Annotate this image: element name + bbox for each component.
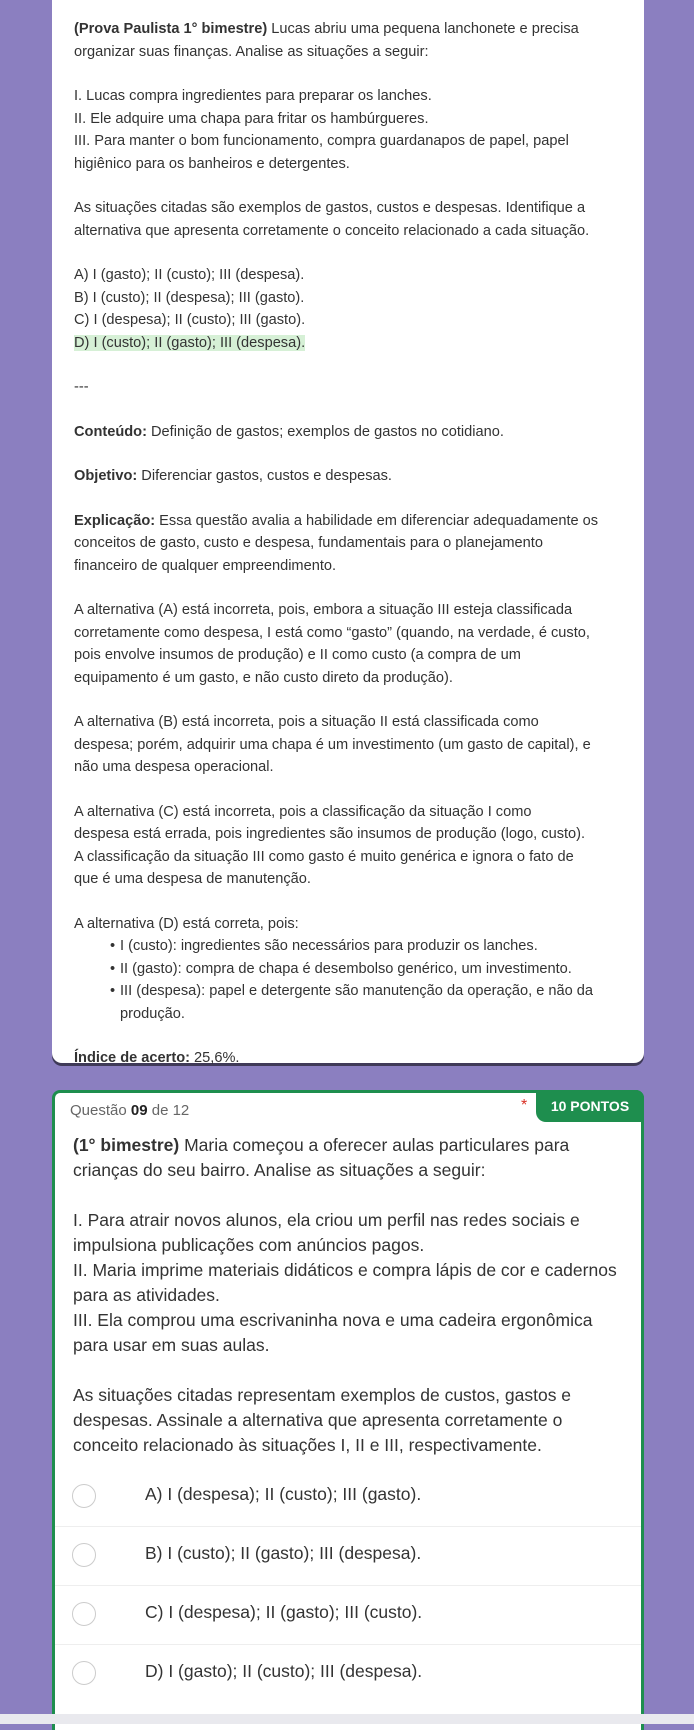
question-card [52, 1090, 644, 1730]
objetivo: Objetivo: Diferenciar gastos, custos e despesas. [74, 468, 392, 484]
prev-question-source: (Prova Paulista 1° bimestre) [74, 21, 268, 37]
explanation-alternative-c: A alternativa (C) está incorreta, pois a classificação da situação I como despesa está errada, pois ingredientes são insumos de produção (logo, custo). A classificação da situação III como gasto é muito genérica e ignora o fato de que é uma despesa de manutenção. [74, 803, 586, 887]
points-badge: 10 PONTOS [536, 1090, 644, 1122]
question-situations: I. Para atrair novos alunos, ela criou um perfil nas redes sociais e impulsiona publicações com anúncios pagos. II. Maria imprime materiais didáticos e compra lápis de cor e cadernos para as atividades. III. Ela comprou uma escrivaninha nova e uma cadeira ergonômica para usar em suas aulas. [73, 1210, 617, 1355]
explanation-alternative-a: A alternativa (A) está incorreta, pois, embora a situação III esteja classificada corretamente como despesa, I está como “gasto” (quando, na verdade, é custo, pois envolve insumos de produção) e II como custo (a compra de um equipamento é um gasto, e não custo direto da produção). [74, 602, 590, 686]
prev-situations: I. Lucas compra ingredientes para preparar os lanches. II. Ele adquire uma chapa para fritar os hambúrgueres. III. Para manter o bom funcionamento, compra guardanapos de papel, papel higiênico para os banheiros e detergentes. [74, 88, 569, 172]
question-header [55, 1093, 641, 1133]
radio-button[interactable] [72, 1602, 96, 1626]
conteudo: Conteúdo: Definição de gastos; exemplos de gastos no cotidiano. [74, 423, 504, 440]
prev-prompt: As situações citadas são exemplos de gastos, custos e despesas. Identifique a alternativa que apresenta corretamente o conceito relacionado a cada situação. [74, 200, 590, 239]
bottom-bar [0, 1714, 694, 1724]
indice-de-acerto: Índice de acerto: 25,6%. [74, 1050, 240, 1066]
answer-options [55, 1468, 641, 1703]
radio-button[interactable] [72, 1543, 96, 1567]
explanation-alternative-b: A alternativa (B) está incorreta, pois a situação II está classificada como despesa; porém, adquirir uma chapa é um investimento (um gasto de capital), e não uma despesa operacional. [74, 714, 591, 775]
prev-alternative-d-correct-highlight: D) I (custo); II (gasto); III (despesa). [74, 334, 306, 351]
option-d[interactable] [55, 1644, 641, 1703]
option-label[interactable]: D) I (gasto); II (custo); III (despesa). [145, 1661, 423, 1681]
list-item: • III (despesa): papel e detergente são manutenção da operação, e não da produção. [120, 980, 622, 1025]
list-item: • II (gasto): compra de chapa é desembolso genérico, um investimento. [120, 958, 622, 981]
prev-alternatives [74, 264, 622, 354]
option-a[interactable] [55, 1468, 641, 1526]
required-asterisk: * [521, 1097, 528, 1114]
option-label[interactable]: C) I (despesa); II (gasto); III (custo). [145, 1602, 423, 1622]
prev-alternative-c: C) I (despesa); II (custo); III (gasto). [74, 312, 306, 328]
option-c[interactable] [55, 1585, 641, 1644]
question-number: Questão 09 de 12 [70, 1102, 190, 1119]
explanation-alternative-d-list [120, 935, 622, 1025]
question-body [55, 1133, 641, 1458]
explicacao: Explicação: Essa questão avalia a habilidade em diferenciar adequadamente os conceitos de gasto, custo e despesa, fundamentais para o planejamento financeiro de qualquer empreendimento. [74, 512, 599, 574]
option-label[interactable]: B) I (custo); II (gasto); III (despesa). [145, 1543, 422, 1563]
question-statement: (1° bimestre) Maria começou a oferecer aulas particulares para crianças do seu bairro. Analise as situações a seguir: [73, 1135, 570, 1180]
option-b[interactable] [55, 1526, 641, 1585]
explanation-alternative-d: A alternativa (D) está correta, pois: [74, 915, 299, 932]
list-item: • I (custo): ingredientes são necessários para produzir os lanches. [120, 935, 622, 958]
prev-question-statement: (Prova Paulista 1° bimestre) Lucas abriu uma pequena lanchonete e precisa organizar suas finanças. Analise as situações a seguir: [74, 21, 579, 60]
prev-alternative-b: B) I (custo); II (despesa); III (gasto). [74, 289, 305, 306]
previous-question-feedback-card [52, 0, 644, 1066]
separator: --- [74, 379, 89, 395]
prev-alternative-a: A) I (gasto); II (custo); III (despesa). [74, 267, 305, 283]
radio-button[interactable] [72, 1661, 96, 1685]
question-source: (1° bimestre) [73, 1135, 180, 1155]
option-label[interactable]: A) I (despesa); II (custo); III (gasto). [145, 1484, 422, 1504]
question-prompt: As situações citadas representam exemplos de custos, gastos e despesas. Assinale a alternativa que apresenta corretamente o conceito relacionado às situações I, II e III, respectivamente. [73, 1385, 572, 1455]
radio-button[interactable] [72, 1484, 96, 1508]
